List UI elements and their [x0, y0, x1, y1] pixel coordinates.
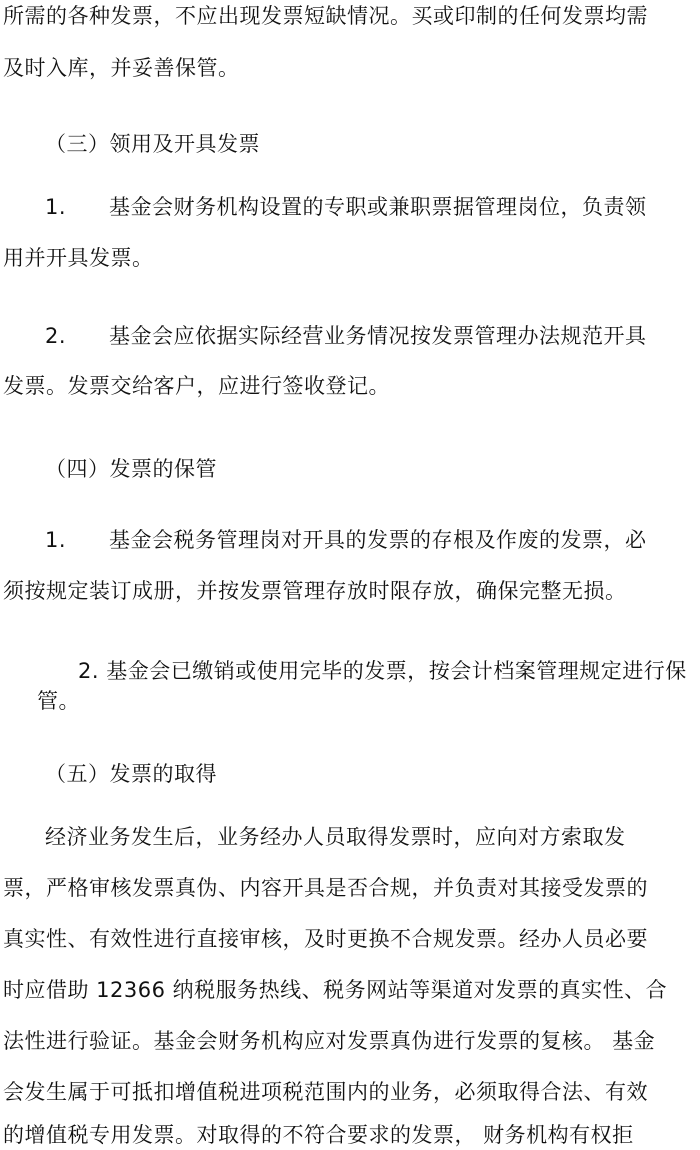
paragraph-line: 发票。发票交给客户，应进行签收登记。	[3, 374, 390, 398]
paragraph-line: 的增值税专用发票。对取得的不符合要求的发票， 财务机构有权拒	[3, 1123, 634, 1147]
paragraph-line: 1. 基金会税务管理岗对开具的发票的存根及作废的发票，必	[45, 528, 647, 552]
paragraph-line: 2. 基金会已缴销或使用完毕的发票，按会计档案管理规定进行保	[78, 659, 687, 683]
paragraph-line: 管。	[37, 689, 80, 713]
paragraph-line: 及时入库，并妥善保管。	[3, 56, 240, 80]
paragraph-line: 所需的各种发票，不应出现发票短缺情况。买或印制的任何发票均需	[3, 4, 648, 28]
paragraph-line: 用并开具发票。	[3, 246, 154, 270]
paragraph-line: 时应借助 12366 纳税服务热线、税务网站等渠道对发票的真实性、合	[3, 978, 668, 1002]
paragraph-line: 真实性、有效性进行直接审核，及时更换不合规发票。经办人员必要	[3, 927, 648, 951]
section-heading: （四）发票的保管	[45, 457, 217, 481]
section-heading: （五）发票的取得	[45, 762, 217, 786]
paragraph-line: 须按规定装订成册，并按发票管理存放时限存放，确保完整无损。	[3, 579, 627, 603]
section-heading: （三）领用及开具发票	[45, 132, 260, 156]
paragraph-line: 经济业务发生后，业务经办人员取得发票时，应向对方索取发	[45, 825, 626, 849]
paragraph-line: 会发生属于可抵扣增值税进项税范围内的业务，必须取得合法、有效	[3, 1080, 648, 1104]
paragraph-line: 法性进行验证。基金会财务机构应对发票真伪进行发票的复核。 基金	[3, 1029, 656, 1053]
paragraph-line: 1. 基金会财务机构设置的专职或兼职票据管理岗位，负责领	[45, 195, 647, 219]
paragraph-line: 2. 基金会应依据实际经营业务情况按发票管理办法规范开具	[45, 324, 647, 348]
paragraph-line: 票，严格审核发票真伪、内容开具是否合规，并负责对其接受发票的	[3, 876, 648, 900]
